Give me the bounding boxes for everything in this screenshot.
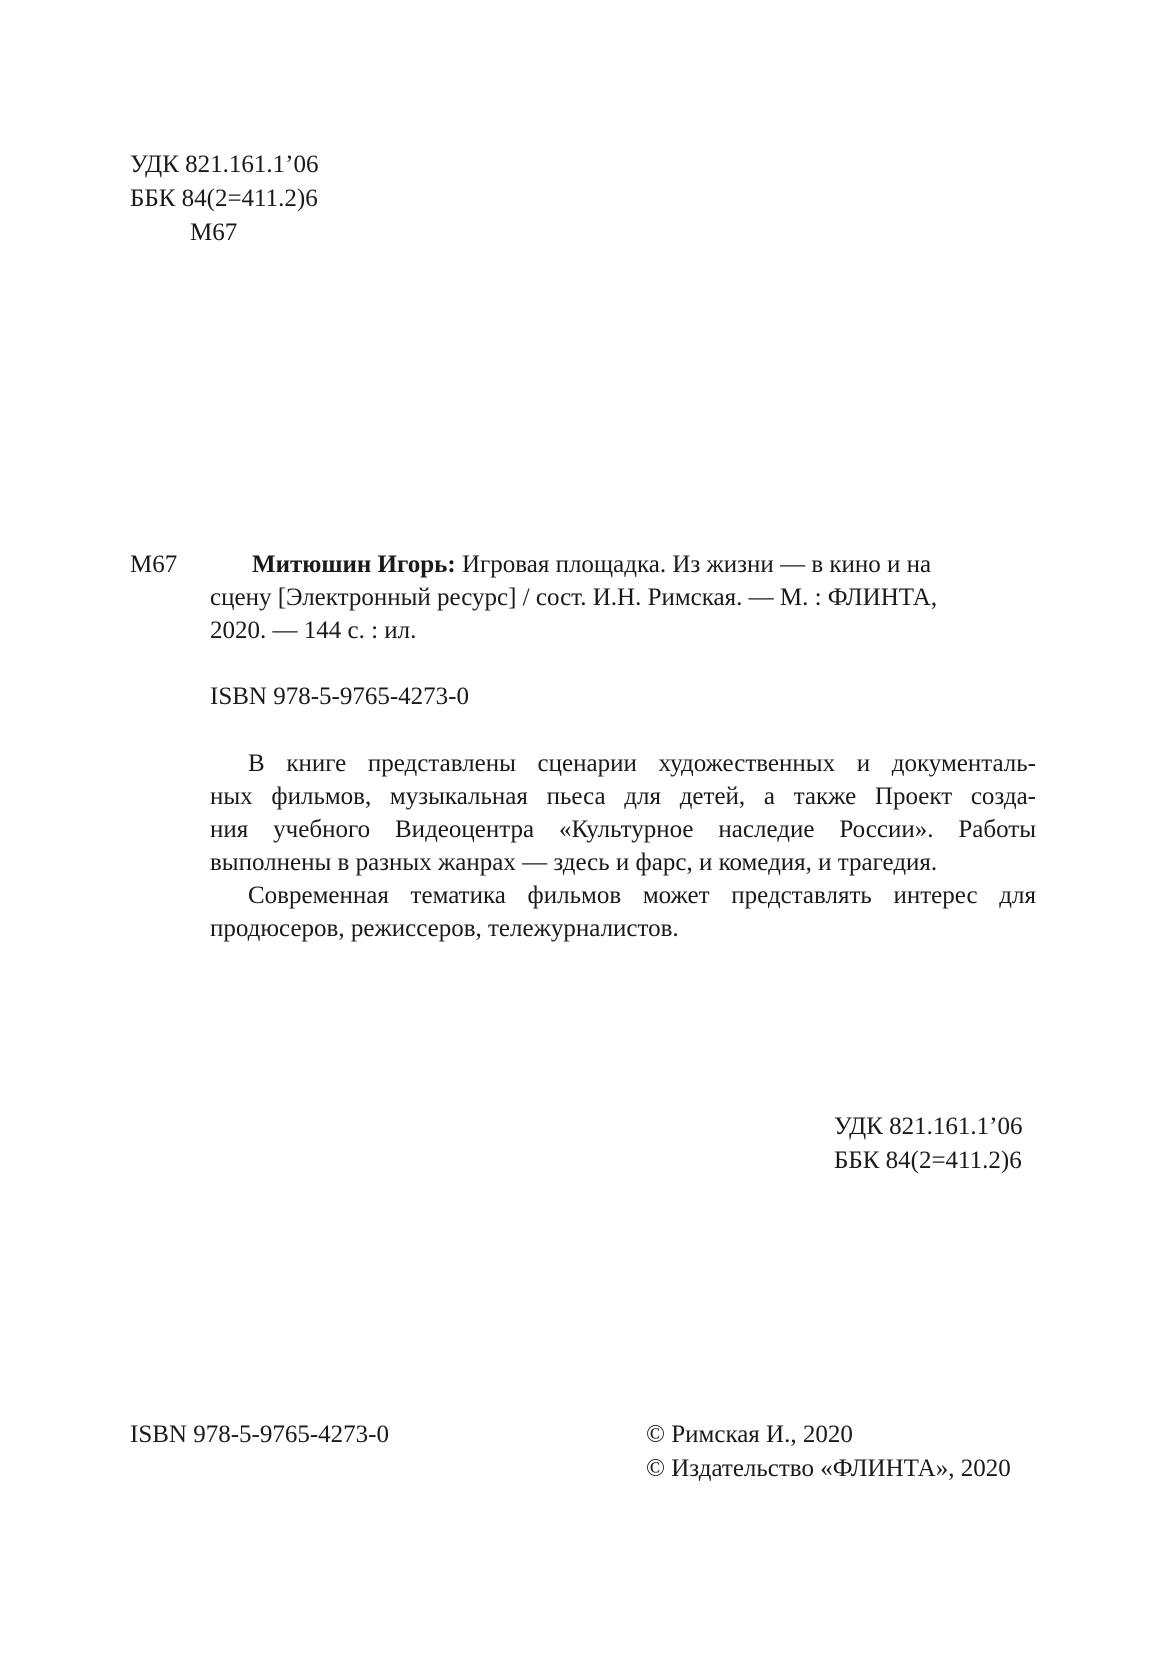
author-name: Митюшин Игорь: xyxy=(252,551,456,578)
udk-code-top: УДК 821.161.1’06 xyxy=(130,151,319,178)
annotation-line: Современная тематика фильмов может представлять интерес для xyxy=(248,882,1036,909)
isbn-footer: ISBN 978-5-9765-4273-0 xyxy=(130,1421,390,1448)
bib-line-3: 2020. — 144 с. : ил. xyxy=(210,617,417,644)
isbn-record: ISBN 978-5-9765-4273-0 xyxy=(210,683,470,710)
author-sign-top: М67 xyxy=(190,219,238,246)
annotation-line: продюсеров, режиссеров, тележурналистов. xyxy=(210,915,679,942)
copyright-publisher: © Издательство «ФЛИНТА», 2020 xyxy=(646,1455,1011,1482)
author-sign-margin: М67 xyxy=(130,551,178,578)
title-text: Игровая площадка. Из жизни — в кино и на xyxy=(455,551,932,578)
bbk-code-top: ББК 84(2=411.2)6 xyxy=(130,185,318,212)
bibliographic-record xyxy=(210,548,1030,647)
annotation xyxy=(210,747,1036,945)
bbk-code-bottom: ББК 84(2=411.2)6 xyxy=(834,1147,1022,1174)
copyright-compiler: © Римская И., 2020 xyxy=(646,1421,853,1448)
udk-code-bottom: УДК 821.161.1’06 xyxy=(834,1113,1023,1140)
bib-line-1 xyxy=(210,548,1030,581)
annotation-line: ных фильмов, музыкальная пьеса для детей, а также Проект созда- xyxy=(210,783,1036,810)
annotation-line: выполнены в разных жанрах — здесь и фарс, и комедия, и трагедия. xyxy=(210,849,938,876)
annotation-line: В книге представлены сценарии художественных и документаль- xyxy=(248,750,1036,777)
bib-line-2: сцену [Электронный ресурс] / сост. И.Н. Римская. — М. : ФЛИНТА, xyxy=(210,584,938,611)
annotation-line: ния учебного Видеоцентра «Культурное наследие России». Работы xyxy=(210,816,1036,843)
